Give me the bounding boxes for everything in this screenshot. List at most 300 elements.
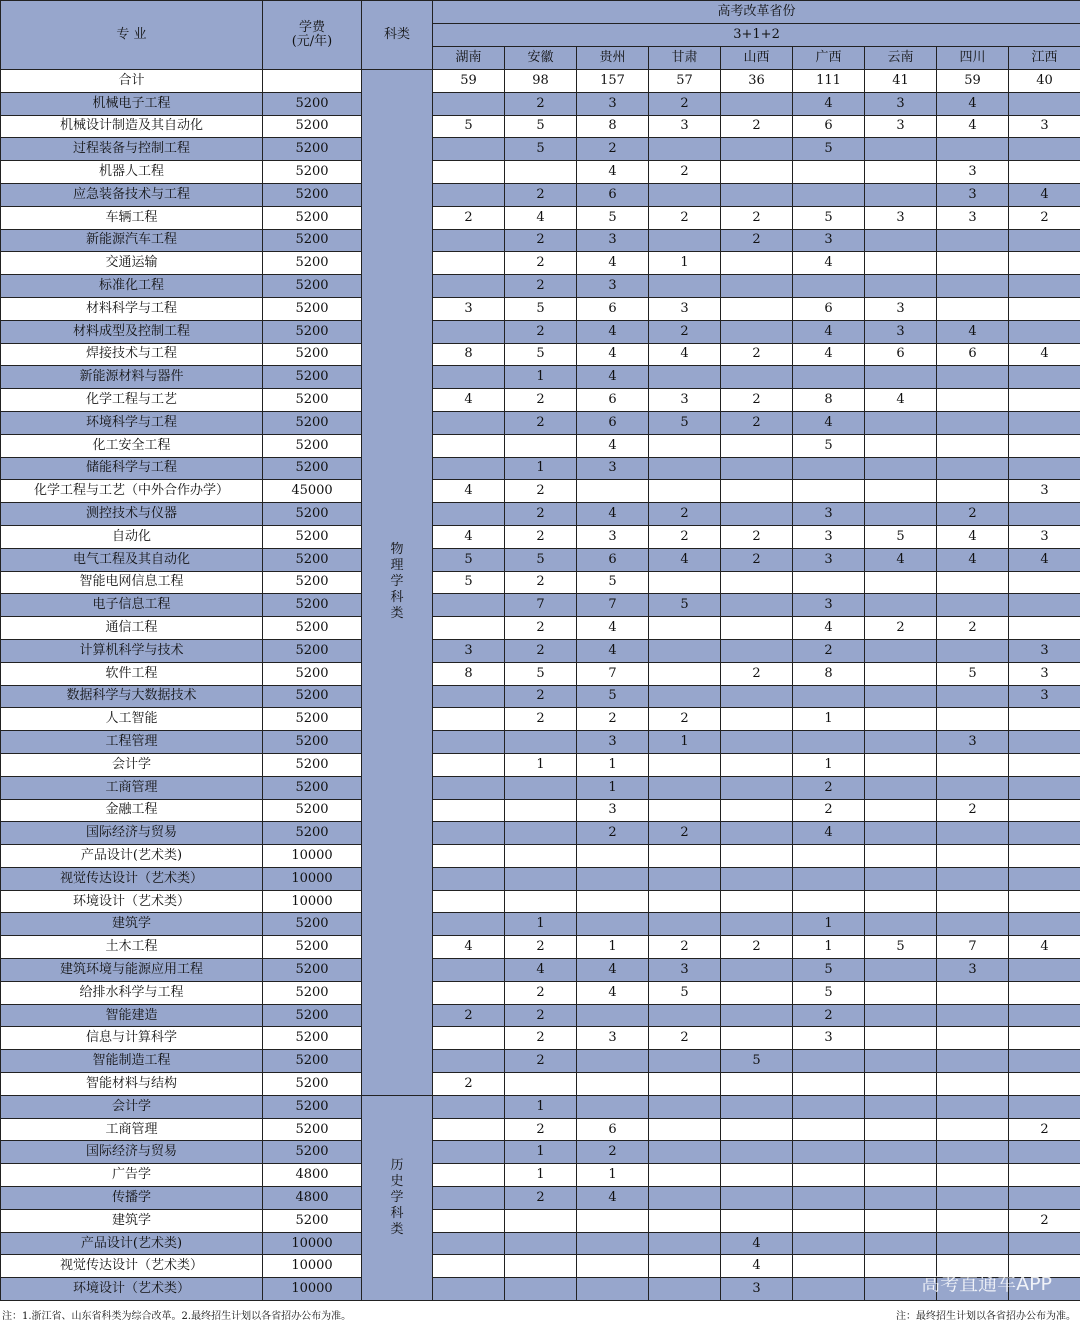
quota-cell: 2 (505, 503, 577, 526)
quota-cell: 3 (649, 959, 721, 982)
major-name: 通信工程 (1, 617, 263, 640)
category-physics (362, 70, 433, 1096)
total-value: 59 (433, 70, 505, 93)
quota-cell (937, 1004, 1009, 1027)
quota-cell (793, 731, 865, 754)
quota-cell: 2 (505, 320, 577, 343)
table-row (1, 1050, 1080, 1073)
table-row (1, 183, 1080, 206)
quota-cell: 2 (433, 206, 505, 229)
quota-cell (937, 434, 1009, 457)
quota-cell (865, 822, 937, 845)
province-header: 湖南 (433, 47, 505, 70)
quota-cell: 3 (865, 92, 937, 115)
quota-cell (577, 1004, 649, 1027)
quota-cell: 2 (1009, 206, 1080, 229)
quota-cell: 2 (505, 1027, 577, 1050)
quota-cell (865, 959, 937, 982)
table-row (1, 936, 1080, 959)
quota-cell (793, 1164, 865, 1187)
quota-cell: 5 (721, 1050, 793, 1073)
quota-cell (865, 1209, 937, 1232)
quota-cell (1009, 138, 1080, 161)
quota-cell: 4 (1009, 936, 1080, 959)
quota-cell: 3 (649, 297, 721, 320)
quota-cell (1009, 981, 1080, 1004)
tuition-fee: 5200 (263, 206, 362, 229)
quota-cell: 6 (577, 411, 649, 434)
major-name: 电气工程及其自动化 (1, 548, 263, 571)
major-name: 土木工程 (1, 936, 263, 959)
quota-cell (1009, 890, 1080, 913)
quota-cell (865, 1187, 937, 1210)
quota-cell (433, 776, 505, 799)
quota-cell: 4 (937, 548, 1009, 571)
quota-cell: 6 (577, 1118, 649, 1141)
quota-cell (1009, 161, 1080, 184)
total-label: 合计 (1, 70, 263, 93)
quota-cell (937, 1209, 1009, 1232)
quota-cell: 2 (505, 1004, 577, 1027)
quota-cell (433, 366, 505, 389)
quota-cell: 3 (649, 389, 721, 412)
major-name: 智能建造 (1, 1004, 263, 1027)
quota-cell (1009, 1187, 1080, 1210)
quota-cell: 4 (937, 525, 1009, 548)
tuition-fee: 5200 (263, 411, 362, 434)
quota-cell: 2 (721, 662, 793, 685)
quota-cell (937, 1073, 1009, 1096)
tuition-fee: 5200 (263, 913, 362, 936)
major-name: 测控技术与仪器 (1, 503, 263, 526)
quota-cell (721, 639, 793, 662)
quota-cell (1009, 229, 1080, 252)
major-header: 专 业 (1, 1, 263, 70)
quota-cell (649, 457, 721, 480)
tuition-fee: 5200 (263, 708, 362, 731)
quota-cell (721, 1164, 793, 1187)
tuition-fee: 5200 (263, 936, 362, 959)
quota-cell (865, 981, 937, 1004)
quota-cell (721, 366, 793, 389)
quota-cell: 2 (505, 389, 577, 412)
quota-cell (721, 776, 793, 799)
quota-cell: 2 (505, 92, 577, 115)
table-row (1, 1209, 1080, 1232)
major-name: 应急装备技术与工程 (1, 183, 263, 206)
quota-cell (433, 1278, 505, 1301)
major-name: 计算机科学与技术 (1, 639, 263, 662)
quota-cell (721, 913, 793, 936)
quota-cell: 3 (1009, 662, 1080, 685)
quota-cell: 4 (721, 1255, 793, 1278)
quota-cell: 2 (505, 1118, 577, 1141)
quota-cell: 2 (505, 639, 577, 662)
quota-cell (505, 890, 577, 913)
quota-cell (937, 776, 1009, 799)
quota-cell: 4 (577, 434, 649, 457)
quota-cell: 2 (505, 411, 577, 434)
quota-cell (649, 913, 721, 936)
quota-cell (865, 685, 937, 708)
quota-cell (865, 503, 937, 526)
quota-cell (433, 913, 505, 936)
major-name: 金融工程 (1, 799, 263, 822)
major-name: 车辆工程 (1, 206, 263, 229)
tuition-fee: 5200 (263, 389, 362, 412)
quota-cell (649, 183, 721, 206)
quota-cell (433, 890, 505, 913)
quota-cell (793, 890, 865, 913)
quota-cell (1009, 959, 1080, 982)
quota-cell: 3 (577, 457, 649, 480)
table-row (1, 161, 1080, 184)
table-row (1, 685, 1080, 708)
major-name: 储能科学与工程 (1, 457, 263, 480)
quota-cell (577, 867, 649, 890)
quota-cell (721, 503, 793, 526)
quota-cell: 3 (865, 297, 937, 320)
quota-cell (865, 662, 937, 685)
quota-cell (721, 617, 793, 640)
table-row (1, 343, 1080, 366)
quota-cell: 3 (865, 206, 937, 229)
major-name: 化学工程与工艺（中外合作办学） (1, 480, 263, 503)
major-name: 化工安全工程 (1, 434, 263, 457)
quota-cell: 4 (649, 548, 721, 571)
quota-cell (649, 229, 721, 252)
major-name: 人工智能 (1, 708, 263, 731)
table-row (1, 1255, 1080, 1278)
quota-cell (433, 708, 505, 731)
quota-cell: 4 (577, 959, 649, 982)
quota-cell (937, 297, 1009, 320)
province-header: 安徽 (505, 47, 577, 70)
quota-cell (1009, 776, 1080, 799)
quota-cell (937, 138, 1009, 161)
major-name: 机械电子工程 (1, 92, 263, 115)
tuition-fee: 5200 (263, 252, 362, 275)
tuition-fee: 5200 (263, 503, 362, 526)
quota-cell (721, 753, 793, 776)
quota-cell: 4 (937, 115, 1009, 138)
quota-cell: 4 (433, 936, 505, 959)
quota-cell: 4 (577, 252, 649, 275)
quota-cell (577, 1232, 649, 1255)
quota-cell: 2 (649, 822, 721, 845)
quota-cell: 8 (793, 389, 865, 412)
quota-cell (505, 799, 577, 822)
table-row (1, 1095, 1080, 1118)
major-name: 智能材料与结构 (1, 1073, 263, 1096)
quota-cell (865, 183, 937, 206)
quota-cell (433, 229, 505, 252)
quota-cell: 3 (793, 503, 865, 526)
major-name: 视觉传达设计（艺术类） (1, 867, 263, 890)
quota-cell: 3 (793, 594, 865, 617)
table-row (1, 1027, 1080, 1050)
table-row (1, 822, 1080, 845)
tuition-fee: 5200 (263, 594, 362, 617)
quota-cell (937, 594, 1009, 617)
quota-cell: 1 (505, 457, 577, 480)
tuition-fee: 4800 (263, 1164, 362, 1187)
quota-cell (577, 1255, 649, 1278)
quota-cell: 3 (577, 731, 649, 754)
quota-cell: 1 (793, 913, 865, 936)
quota-cell: 3 (937, 161, 1009, 184)
major-name: 交通运输 (1, 252, 263, 275)
quota-cell (433, 138, 505, 161)
major-name: 新能源材料与器件 (1, 366, 263, 389)
quota-cell: 2 (505, 981, 577, 1004)
tuition-fee: 5200 (263, 685, 362, 708)
quota-cell (577, 845, 649, 868)
table-row (1, 913, 1080, 936)
quota-cell: 4 (793, 320, 865, 343)
quota-cell: 7 (577, 594, 649, 617)
quota-cell: 5 (649, 411, 721, 434)
tuition-fee: 5200 (263, 138, 362, 161)
total-value: 41 (865, 70, 937, 93)
quota-cell: 2 (505, 708, 577, 731)
quota-cell: 5 (649, 981, 721, 1004)
quota-cell: 4 (937, 92, 1009, 115)
quota-cell: 2 (505, 685, 577, 708)
quota-cell: 2 (505, 229, 577, 252)
quota-cell: 2 (649, 936, 721, 959)
quota-cell (937, 366, 1009, 389)
quota-cell (649, 639, 721, 662)
quota-cell (577, 890, 649, 913)
quota-cell: 3 (793, 229, 865, 252)
quota-cell (937, 890, 1009, 913)
quota-cell (433, 1050, 505, 1073)
quota-cell (937, 685, 1009, 708)
tuition-fee: 10000 (263, 1232, 362, 1255)
quota-cell: 3 (577, 275, 649, 298)
table-row (1, 981, 1080, 1004)
quota-cell (793, 1278, 865, 1301)
quota-cell: 5 (793, 206, 865, 229)
quota-cell: 4 (793, 252, 865, 275)
major-name: 建筑学 (1, 1209, 263, 1232)
tuition-fee: 5200 (263, 1141, 362, 1164)
quota-cell: 2 (649, 320, 721, 343)
quota-cell (1009, 1095, 1080, 1118)
quota-cell (865, 1050, 937, 1073)
quota-cell (433, 981, 505, 1004)
quota-cell: 2 (577, 138, 649, 161)
quota-cell: 5 (793, 981, 865, 1004)
quota-cell: 1 (577, 936, 649, 959)
quota-cell (721, 822, 793, 845)
quota-cell (433, 183, 505, 206)
quota-cell (865, 1095, 937, 1118)
quota-cell (865, 594, 937, 617)
table-row (1, 1164, 1080, 1187)
quota-cell: 2 (649, 206, 721, 229)
quota-cell: 3 (937, 183, 1009, 206)
quota-cell: 4 (793, 617, 865, 640)
quota-cell: 7 (577, 662, 649, 685)
tuition-fee: 10000 (263, 845, 362, 868)
quota-cell: 2 (721, 206, 793, 229)
quota-cell (577, 1050, 649, 1073)
quota-cell (433, 1141, 505, 1164)
quota-cell: 3 (577, 229, 649, 252)
quota-cell (649, 1073, 721, 1096)
quota-cell (865, 799, 937, 822)
major-name: 传播学 (1, 1187, 263, 1210)
quota-cell (433, 799, 505, 822)
quota-cell: 6 (793, 115, 865, 138)
quota-cell: 3 (577, 92, 649, 115)
major-name: 给排水科学与工程 (1, 981, 263, 1004)
quota-cell (937, 457, 1009, 480)
major-name: 机械设计制造及其自动化 (1, 115, 263, 138)
tuition-fee: 10000 (263, 1255, 362, 1278)
quota-cell (1009, 1027, 1080, 1050)
major-name: 材料成型及控制工程 (1, 320, 263, 343)
quota-cell: 4 (721, 1232, 793, 1255)
tuition-fee: 5200 (263, 1004, 362, 1027)
table-row (1, 594, 1080, 617)
table-row (1, 503, 1080, 526)
quota-cell: 2 (505, 252, 577, 275)
quota-cell: 1 (577, 753, 649, 776)
table-row (1, 639, 1080, 662)
table-row (1, 92, 1080, 115)
quota-cell (937, 867, 1009, 890)
quota-cell (1009, 571, 1080, 594)
quota-cell: 2 (649, 161, 721, 184)
quota-cell: 4 (577, 1187, 649, 1210)
quota-cell (1009, 845, 1080, 868)
quota-cell (937, 1141, 1009, 1164)
quota-cell (865, 1141, 937, 1164)
quota-cell: 2 (793, 639, 865, 662)
quota-cell (721, 183, 793, 206)
quota-cell (577, 913, 649, 936)
quota-cell (937, 1050, 1009, 1073)
quota-cell (865, 1004, 937, 1027)
quota-cell: 1 (505, 1095, 577, 1118)
quota-cell (1009, 1004, 1080, 1027)
quota-cell (649, 138, 721, 161)
quota-cell (793, 480, 865, 503)
quota-cell (433, 1209, 505, 1232)
quota-cell (1009, 913, 1080, 936)
quota-cell (721, 708, 793, 731)
tuition-fee: 5200 (263, 662, 362, 685)
quota-cell (793, 1095, 865, 1118)
quota-cell (433, 959, 505, 982)
quota-cell (433, 161, 505, 184)
major-name: 产品设计(艺术类) (1, 845, 263, 868)
quota-cell (1009, 411, 1080, 434)
table-row (1, 617, 1080, 640)
quota-cell: 2 (505, 183, 577, 206)
quota-cell: 5 (505, 297, 577, 320)
quota-cell (649, 1118, 721, 1141)
major-name: 视觉传达设计（艺术类） (1, 1255, 263, 1278)
quota-cell (793, 685, 865, 708)
quota-cell: 2 (505, 936, 577, 959)
tuition-fee: 5200 (263, 822, 362, 845)
quota-cell (649, 845, 721, 868)
quota-cell (865, 867, 937, 890)
quota-cell (937, 480, 1009, 503)
quota-cell: 3 (649, 115, 721, 138)
quota-cell (721, 959, 793, 982)
total-fee-cell (263, 70, 362, 93)
quota-cell: 2 (649, 1027, 721, 1050)
tuition-fee: 5200 (263, 92, 362, 115)
quota-cell: 8 (433, 662, 505, 685)
quota-cell (865, 252, 937, 275)
quota-cell: 2 (721, 548, 793, 571)
quota-cell (1009, 867, 1080, 890)
major-name: 国际经济与贸易 (1, 1141, 263, 1164)
quota-cell: 6 (577, 297, 649, 320)
quota-cell (865, 776, 937, 799)
quota-cell: 2 (865, 617, 937, 640)
footnote-left: 注：1.浙江省、山东省科类为综合改革。2.最终招生计划以各省招办公布为准。 (2, 1311, 352, 1322)
quota-cell: 3 (937, 959, 1009, 982)
quota-cell: 4 (865, 389, 937, 412)
quota-cell (793, 845, 865, 868)
table-row (1, 731, 1080, 754)
quota-cell: 5 (577, 571, 649, 594)
quota-cell (721, 571, 793, 594)
major-name: 环境设计（艺术类） (1, 890, 263, 913)
tuition-fee: 5200 (263, 731, 362, 754)
table-row (1, 206, 1080, 229)
quota-cell (937, 913, 1009, 936)
quota-cell (721, 799, 793, 822)
table-row (1, 753, 1080, 776)
quota-cell (433, 1118, 505, 1141)
quota-cell (937, 275, 1009, 298)
quota-cell (1009, 320, 1080, 343)
total-value: 57 (649, 70, 721, 93)
quota-cell: 3 (433, 639, 505, 662)
tuition-fee: 5200 (263, 571, 362, 594)
quota-cell: 2 (505, 571, 577, 594)
quota-cell (433, 275, 505, 298)
quota-cell (865, 229, 937, 252)
table-row (1, 776, 1080, 799)
major-name: 环境设计（艺术类） (1, 1278, 263, 1301)
quota-cell: 4 (577, 981, 649, 1004)
quota-cell: 4 (577, 161, 649, 184)
tuition-fee: 5200 (263, 320, 362, 343)
tuition-fee: 45000 (263, 480, 362, 503)
quota-cell (577, 1095, 649, 1118)
quota-cell (865, 366, 937, 389)
quota-cell (505, 1255, 577, 1278)
major-name: 广告学 (1, 1164, 263, 1187)
quota-cell (649, 571, 721, 594)
quota-cell: 1 (505, 753, 577, 776)
quota-cell (433, 731, 505, 754)
quota-cell (433, 1187, 505, 1210)
quota-cell (649, 890, 721, 913)
quota-cell: 8 (577, 115, 649, 138)
quota-cell (721, 867, 793, 890)
quota-cell (505, 845, 577, 868)
